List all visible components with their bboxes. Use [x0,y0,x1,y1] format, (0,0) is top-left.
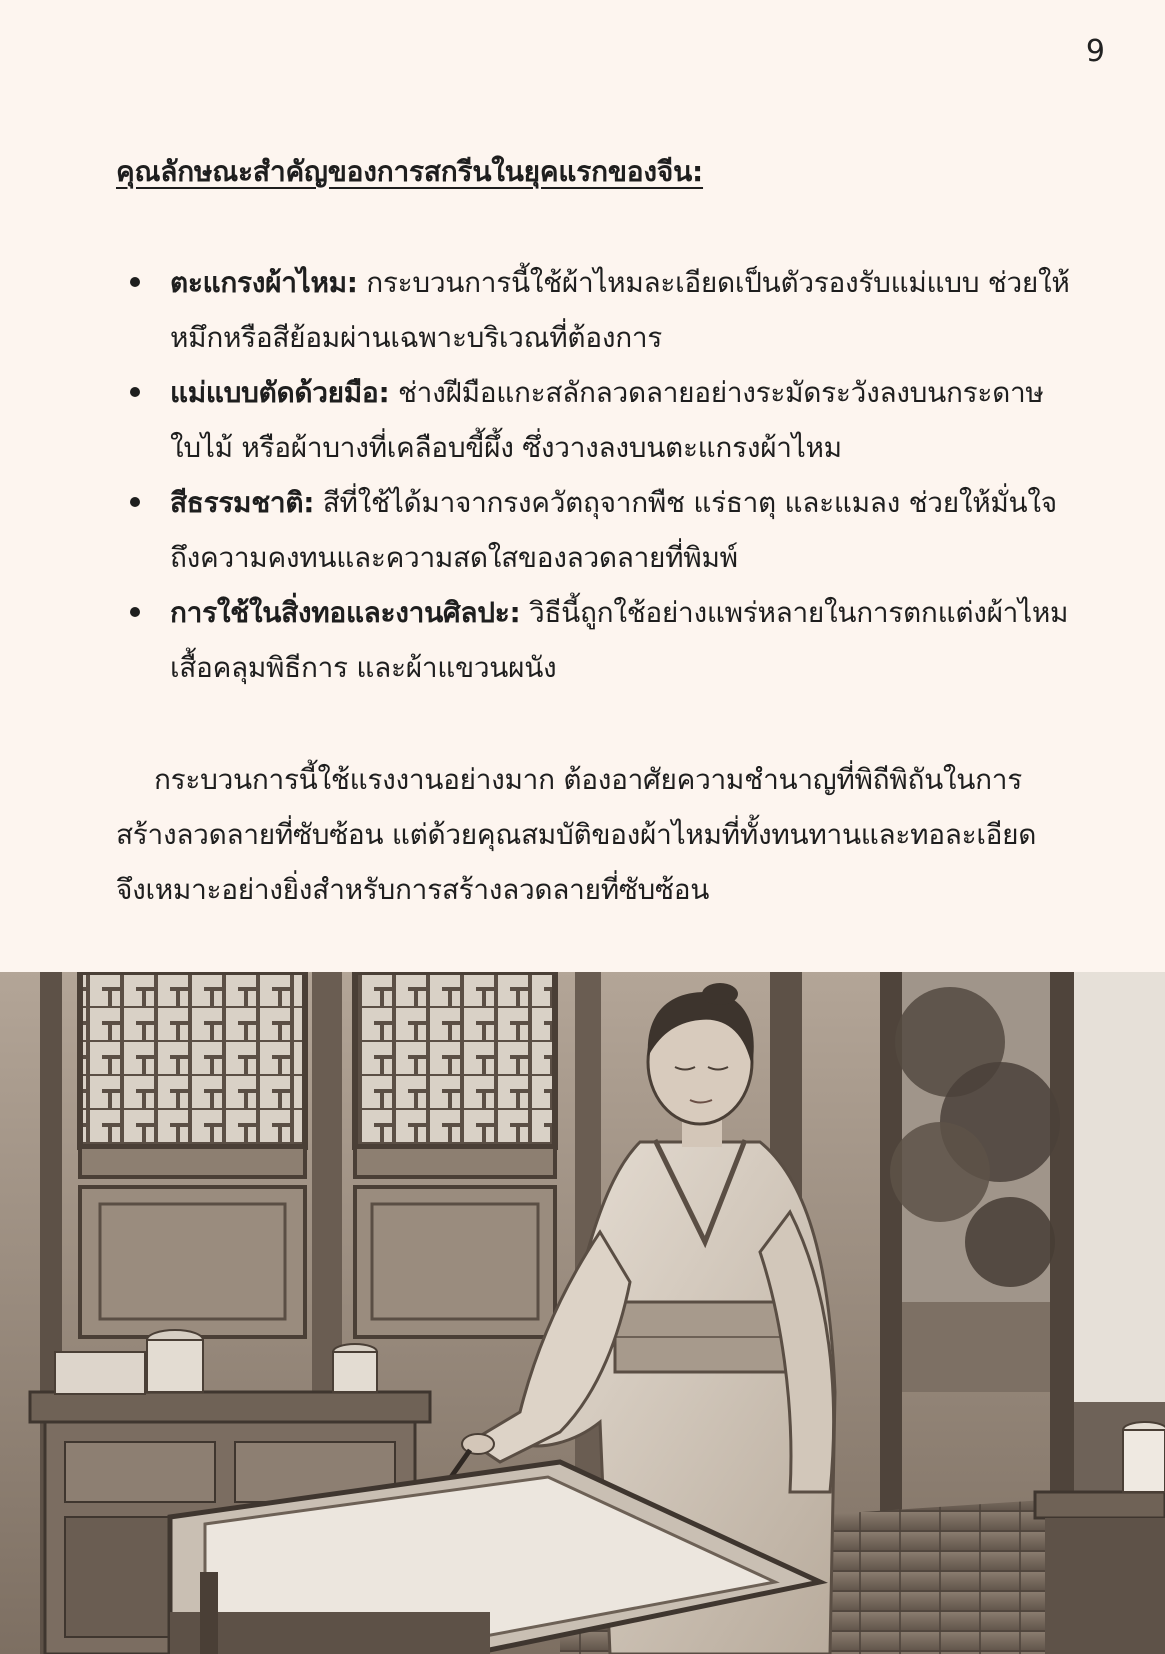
feature-description: วิธีนี้ถูกใช้อย่างแพร่หลายในการตกแต่งผ้าไหม เสื้อคลุมพิธีการ และผ้าแขวนผนัง [170,596,1069,684]
bullet-icon [130,277,140,287]
feature-term: แม่แบบตัดด้วยมือ: [170,376,390,409]
list-item [116,585,1076,695]
feature-description: ช่างฝีมือแกะสลักลวดลายอย่างระมัดระวังลงบนกระดาษ ใบไม้ หรือผ้าบางที่เคลือบขี้ผึ้ง ซึ่งวางลงบนตะแกรงผ้าไหม [170,376,1044,464]
bullet-icon [130,497,140,507]
list-item [116,475,1076,585]
feature-term: การใช้ในสิ่งทอและงานศิลปะ: [170,596,521,629]
woman-screen-printing-illustration [0,972,1165,1654]
feature-description: สีที่ใช้ได้มาจากรงควัตถุจากพืช แร่ธาตุ และแมลง ช่วยให้มั่นใจถึงความคงทนและความสดใสของลวดลายที่พิมพ์ [170,486,1057,574]
bullet-icon [130,387,140,397]
section-heading: คุณลักษณะสำคัญของการสกรีนในยุคแรกของจีน: [116,155,704,188]
feature-term: สีธรรมชาติ: [170,486,315,519]
feature-description: กระบวนการนี้ใช้ผ้าไหมละเอียดเป็นตัวรองรับแม่แบบ ช่วยให้หมึกหรือสีย้อมผ่านเฉพาะบริเวณที่ต้องการ [170,266,1070,354]
body-paragraph: กระบวนการนี้ใช้แรงงานอย่างมาก ต้องอาศัยความชำนาญที่พิถีพิถันในการสร้างลวดลายที่ซับซ้อน แต่ด้วยคุณสมบัติของผ้าไหมที่ทั้งทนทานและทอละเอียด จึงเหมาะอย่างยิ่งสำหรับการสร้างลวดลายที่ซับซ้อน [116,763,1037,906]
page-number: 9 [1085,34,1105,69]
list-item [116,255,1076,365]
list-item [116,365,1076,475]
feature-list [116,255,1076,695]
bullet-icon [130,607,140,617]
feature-term: ตะแกรงผ้าไหม: [170,266,358,299]
